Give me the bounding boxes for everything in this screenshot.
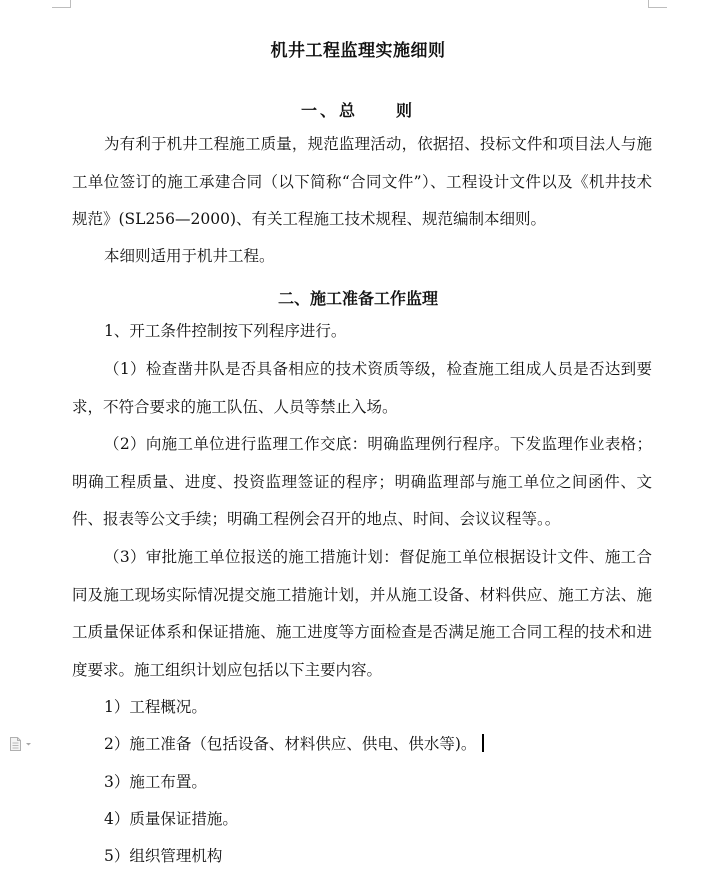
list-item[interactable]: 1）工程概况。 <box>104 698 207 716</box>
list-item[interactable]: 3）施工布置。 <box>104 773 207 791</box>
list-item[interactable]: 5）组织管理机构 <box>104 847 223 865</box>
list-item-text[interactable]: 2）施工准备（包括设备、材料供应、供电、供水等)。 <box>104 735 477 753</box>
paragraph-step-2[interactable]: （2）向施工单位进行监理工作交底：明确监理例行程序。下发监理作业表格；明确工程质量、进度、投资监理签证的程序；明确监理部与施工单位之间函件、文件、报表等公文手续；明确工程例会召开的地点、时间、会议议程等。。 <box>72 435 652 528</box>
paragraph-step-1[interactable]: （1）检查凿井队是否具备相应的技术资质等级，检查施工组成人员是否达到要求，不符合要求的施工队伍、人员等禁止入场。 <box>72 360 652 416</box>
list-item[interactable]: 4）质量保证措施。 <box>104 810 238 828</box>
paragraph-options-icon[interactable] <box>9 736 37 752</box>
paragraph-scope[interactable]: 本细则适用于机井工程。 <box>104 247 275 265</box>
section-heading-general[interactable]: 一、总 则 <box>300 101 415 120</box>
crop-mark-top-right <box>648 0 667 8</box>
list-item-with-cursor[interactable] <box>104 726 484 764</box>
section-heading-preparation[interactable]: 二、施工准备工作监理 <box>277 289 438 308</box>
paragraph-step-3[interactable]: （3）审批施工单位报送的施工措施计划：督促施工单位根据设计文件、施工合同及施工现场实际情况提交施工措施计划，并从施工设备、材料供应、施工方法、施工质量保证体系和保证措施、施工进度等方面检查是否满足施工合同工程的技术和进度要求。施工组织计划应包括以下主要内容。 <box>72 548 652 679</box>
crop-mark-top-left <box>52 0 71 8</box>
document-icon <box>9 736 37 752</box>
text-cursor <box>482 734 484 752</box>
document-title[interactable]: 机井工程监理实施细则 <box>270 41 446 61</box>
paragraph-start-conditions[interactable]: 1、开工条件控制按下列程序进行。 <box>104 322 347 340</box>
chevron-down-icon <box>26 743 31 746</box>
paragraph-intro[interactable]: 为有利于机井工程施工质量，规范监理活动，依据招、投标文件和项目法人与施工单位签订的施工承建合同（以下简称“合同文件”）、工程设计文件以及《机井技术规范》(SL256—2000)、有关工程施工技术规程、规范编制本细则。 <box>72 135 652 228</box>
